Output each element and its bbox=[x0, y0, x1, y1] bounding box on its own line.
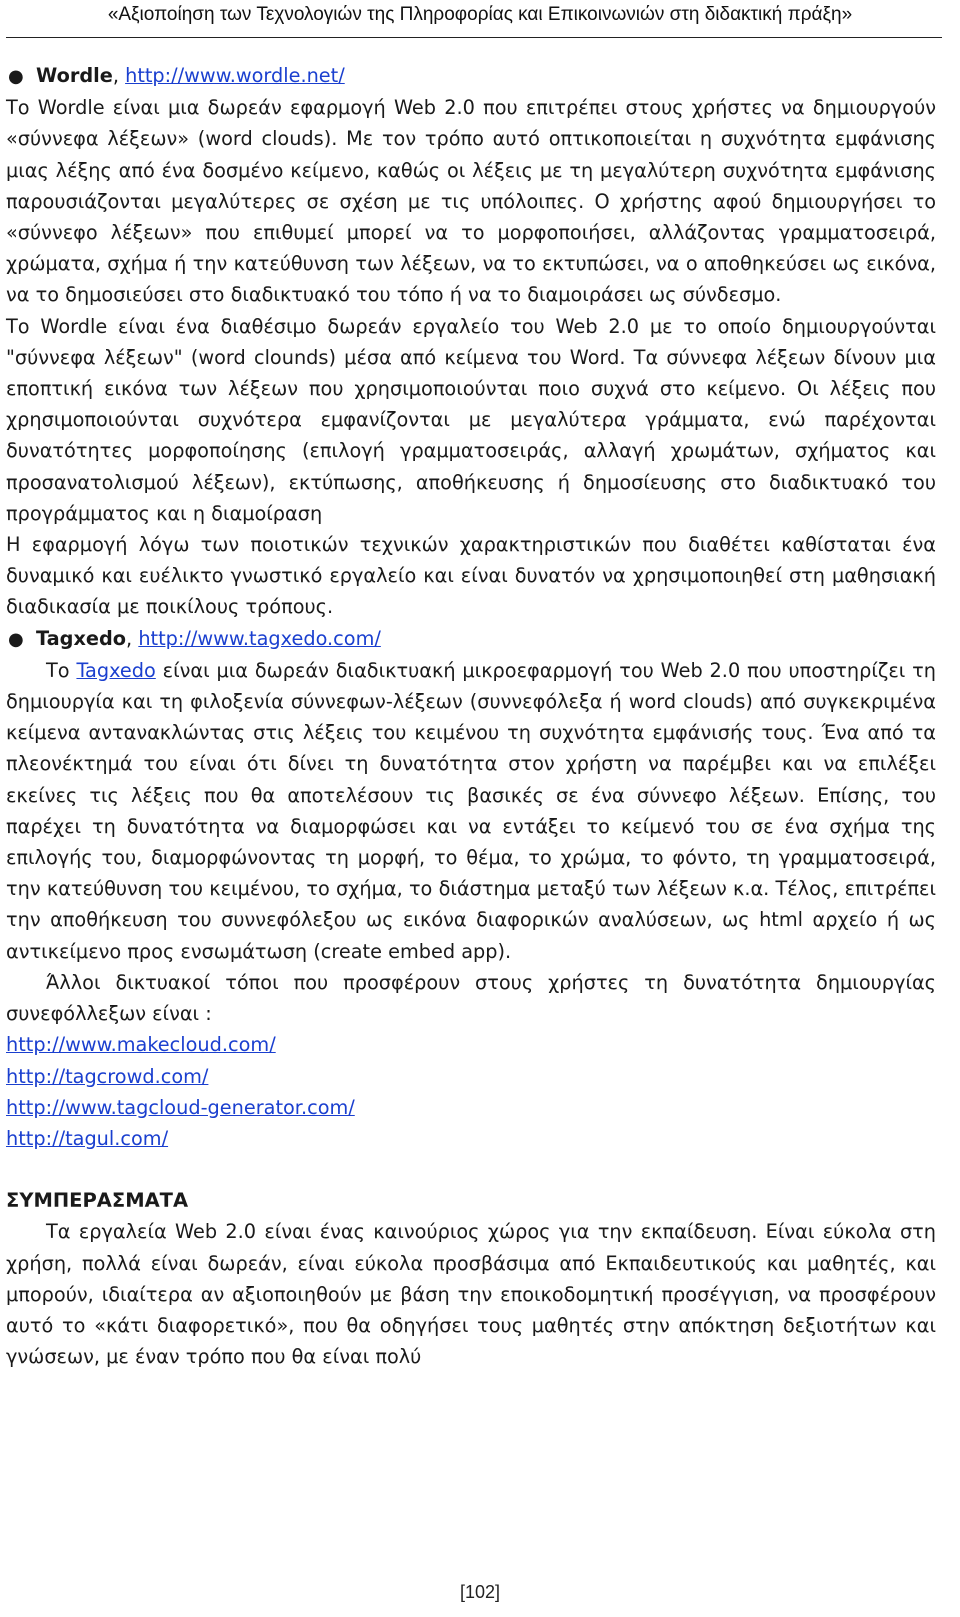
link-list-item bbox=[6, 1029, 936, 1060]
wordle-link[interactable]: http://www.wordle.net/ bbox=[125, 64, 345, 87]
conclusions-heading: ΣΥΜΠΕΡΑΣΜΑΤΑ bbox=[6, 1189, 189, 1213]
tagxedo-separator: , bbox=[126, 626, 139, 650]
tagcloud-generator-link[interactable]: http://www.tagcloud-generator.com/ bbox=[6, 1095, 355, 1119]
link-list-item bbox=[6, 1061, 936, 1092]
header-divider bbox=[6, 37, 942, 38]
bullet-icon: ● bbox=[8, 66, 24, 87]
makecloud-link[interactable]: http://www.makecloud.com/ bbox=[6, 1033, 276, 1057]
wordle-paragraph-3: Η εφαρμογή λόγω των ποιοτικών τεχνικών χαρακτηριστικών που διαθέτει καθίσταται ένα δυναμικό και ευέλικτο γνωστικό εργαλείο και είναι δυνατόν να χρησιμοποιηθεί στη μαθησιακή διαδικασία με ποικίλους τρόπους. bbox=[6, 533, 936, 619]
wordle-title: Wordle bbox=[36, 64, 113, 87]
tagxedo-paragraph-1 bbox=[6, 655, 936, 967]
wordle-paragraph-2: Το Wordle είναι ένα διαθέσιμο δωρεάν εργαλείο του Web 2.0 με το οποίο δημιουργούνται "σύννεφα λέξεων" (word clounds) μέσα από κείμενα του Word. Τα σύννεφα λέξεων δίνουν μια εποπτική εικόνα των λέξεων που χρησιμοποιούνται ποιο συχνά στο κείμενο. Οι λέξεις που χρησιμοποιούνται συχνότερα εμφανίζονται με μεγαλύτερα γράμματα, ενώ παρέχονται δυνατότητες μορφοποίησης (επιλογή γραμματοσειράς, αλλαγή χρωμάτων, σχήματος και προσανατολισμού λέξεων), εκτύπωσης, αποθήκευσης ή δημοσίευσης στο διαδικτυακό του προγράμματος και η διαμοίραση bbox=[6, 314, 936, 525]
page-number: [102] bbox=[459, 1582, 501, 1602]
list-item-tagxedo bbox=[6, 623, 936, 655]
tagxedo-inline-link[interactable]: Tagxedo bbox=[76, 658, 156, 682]
tagxedo-link[interactable]: http://www.tagxedo.com/ bbox=[138, 626, 381, 650]
bullet-icon: ● bbox=[8, 628, 24, 650]
conclusions-paragraph: Τα εργαλεία Web 2.0 είναι ένας καινούριος χώρος για την εκπαίδευση. Είναι εύκολα στη χρήση, πολλά είναι δωρεάν, είναι εύκολα προσβάσιμα από Εκπαιδευτικούς και μαθητές, και μπορούν, ιδιαίτερα αν αξιοποιηθούν με βάση την εποικοδομητική προσέγγιση, να προσφέρουν αυτό το «κάτι διαφορετικό», που θα οδηγήσει τους μαθητές στην απόκτηση δεξιοτήτων και γνώσεων, με έναν τρόπο που θα είναι πολύ bbox=[6, 1220, 936, 1369]
page-header: «Αξιοποίηση των Τεχνολογιών της Πληροφορίας και Επικοινωνιών στη διδακτική πράξη» bbox=[107, 4, 853, 25]
list-item-wordle bbox=[6, 60, 936, 92]
tagul-link[interactable]: http://tagul.com/ bbox=[6, 1126, 169, 1150]
link-list-item bbox=[6, 1123, 936, 1154]
tagxedo-p1-start: Το bbox=[46, 658, 77, 682]
tagcrowd-link[interactable]: http://tagcrowd.com/ bbox=[6, 1064, 209, 1088]
link-list-item bbox=[6, 1092, 936, 1123]
tagxedo-p1-rest: είναι μια δωρεάν διαδικτυακή μικροεφαρμογή του Web 2.0 που υποστηρίζει τη δημιουργία και τη φιλοξενία σύννεφων-λέξεων (συννεφόλεξα ή word clouds) από συγκεκριμένα κείμενα αντανακλώντας στις λέξεις του κειμένου τη συχνότητα εμφάνισής τους. Ένα από τα πλεονέκτημά του είναι ότι δίνει τη δυνατότητα στον χρήστη να παρέμβει και να επιλέξει εκείνες τις λέξεις που θα αποτελέσουν τις βασικές σε ένα σύννεφο λέξεων. Επίσης, του παρέχει τη δυνατότητα να διαμορφώσει και να εντάξει το κείμενό του σε ένα σχήμα της επιλογής του, διαμορφώνοντας τη μορφή, το θέμα, το χρώμα, το φόντο, τη γραμματοσειρά, την κατεύθυνση του κειμένου, το σχήμα, το διάστημα μεταξύ των λέξεων κ.α. Τέλος, επιτρέπει την αποθήκευση του συννεφόλεξου ως εικόνα διαφορικών αναλύσεων, ως html αρχείο ή ως αντικείμενο προς ενσωμάτωση (create embed app). bbox=[6, 658, 936, 963]
wordle-separator: , bbox=[112, 64, 126, 87]
document-body bbox=[6, 60, 936, 1372]
tagxedo-title: Tagxedo bbox=[36, 626, 127, 650]
tagxedo-paragraph-2: Άλλοι δικτυακοί τόποι που προσφέρουν στους χρήστες τη δυνατότητα δημιουργίας συνεφόλλεξων είναι : bbox=[6, 970, 936, 1026]
wordle-paragraph-1: Το Wordle είναι μια δωρεάν εφαρμογή Web 2.0 που επιτρέπει στους χρήστες να δημιουργούν «σύννεφα λέξεων» (word clouds). Με τον τρόπο αυτό οπτικοποιείται η συχνότητα εμφάνισης μιας λέξης από ένα δοσμένο κείμενο, καθώς οι λέξεις με τη μεγαλύτερη συχνότητα εμφάνισης παρουσιάζονται μεγαλύτερες σε σχέση με τις υπόλοιπες. Ο χρήστης αφού δημιουργήσει το «σύννεφο λέξεων» που επιθυμεί μπορεί να το μορφοποιήσει, αλλάζοντας γραμματοσειρά, χρώματα, σχήμα ή την κατεύθυνση των λέξεων, να το εκτυπώσει, να ο αποθηκεύσει ως εικόνα, να το δημοσιεύσει στο διαδικτυακό του τόπο ή να το διαμοιράσει ως σύνδεσμο. bbox=[6, 96, 936, 307]
